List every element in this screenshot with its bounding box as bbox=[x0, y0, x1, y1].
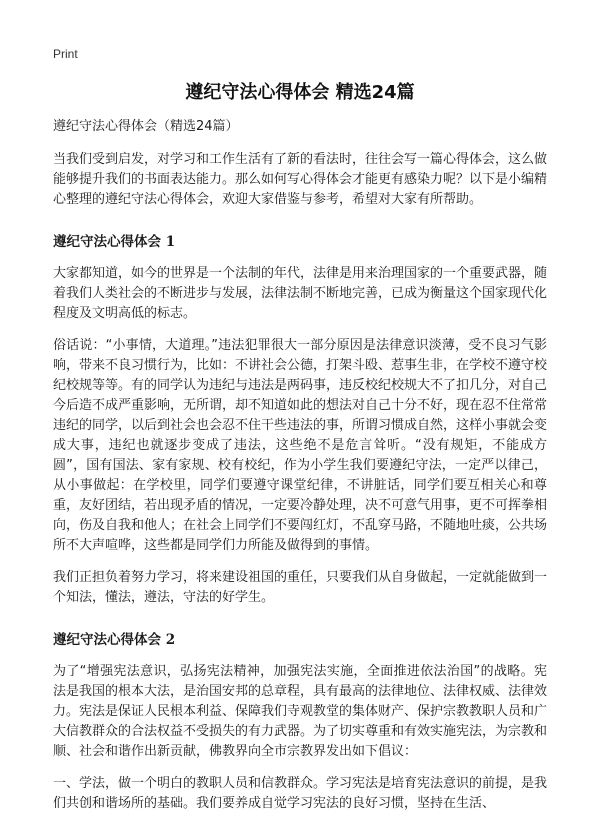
print-link[interactable]: Print bbox=[53, 47, 78, 61]
page-title: 遵纪守法心得体会 精选24篇 bbox=[185, 82, 415, 103]
section-heading: 遵纪守法心得体会 1 bbox=[53, 234, 176, 250]
section-paragraph: 为了“增强宪法意识，弘扬宪法精神，加强宪法实施，全面推进依法治国”的战略。宪法是我国的根本大法，是治国安邦的总章程，具有最高的法律地位、法律权威、法律效力。宪法是保证人民根本利益、保障我们寺观教堂的集体财产、保护宗教教职人员和广大信教群众的合法权益不受损失的有力武器。为了切实尊重和有效实施宪法，为宗教和顺、社会和谐作出新贡献，佛教界向全市宗教界发出如下倡议： bbox=[53, 664, 548, 759]
section-paragraph: 一、学法，做一个明白的教职人员和信教群众。学习宪法是培育宪法意识的前提，是我们共创和谐场所的基础。我们要养成自觉学习宪法的良好习惯，坚持在生活、 bbox=[53, 776, 548, 811]
article-body bbox=[53, 117, 547, 826]
article-subtitle: 遵纪守法心得体会（精选24篇） bbox=[53, 119, 239, 134]
section-heading: 遵纪守法心得体会 2 bbox=[53, 632, 176, 648]
section-paragraph: 大家都知道，如今的世界是一个法制的年代，法律是用来治理国家的一个重要武器，随着我们人类社会的不断进步与发展，法律法制不断地完善，已成为衡量这个国家现代化程度及文明高低的标志。 bbox=[53, 266, 548, 321]
section-paragraph: 我们正担负着努力学习，将来建设祖国的重任，只要我们从自身做起，一定就能做到一个知法，懂法，遵法，守法的好学生。 bbox=[53, 570, 548, 605]
intro-paragraph: 当我们受到启发，对学习和工作生活有了新的看法时，往往会写一篇心得体会，这么做能够提升我们的书面表达能力。那么如何写心得体会才能更有感染力呢？以下是小编精心整理的遵纪守法心得体会，欢迎大家借鉴与参考，希望对大家有所帮助。 bbox=[53, 152, 548, 207]
section-paragraph: 俗话说：“小事情，大道理。”违法犯罪很大一部分原因是法律意识淡薄，受不良习气影响，带来不良习惯行为，比如：不讲社会公德，打架斗殴、惹事生非，在学校不遵守校纪校规等等。有的同学认为违纪与违法是两码事，违反校纪校规大不了扣几分，对自己今后造不成严重影响，无所谓，却不知道如此的想法对自己十分不好，现在忍不住常常违纪的同学，以后到社会也会忍不住干些违法的事，所谓习惯成自然，这样小事就会变成大事，违纪也就逐步变成了违法，这些绝不是危言耸听。“没有规矩，不能成方圆”，国有国法、家有家规、校有校纪，作为小学生我们要遵纪守法，一定严以律己，从小事做起：在学校里，同学们要遵守课堂纪律，不讲脏话，同学们要互相关心和尊重，友好团结，若出现矛盾的情况，一定要冷静处理，决不可意气用事，更不可挥拳相向，伤及自我和他人；在社会上同学们不要闯红灯，不乱穿马路，不随地吐痰，公共场所不大声喧哗，这些都是同学们力所能及做得到的事情。 bbox=[53, 338, 548, 553]
